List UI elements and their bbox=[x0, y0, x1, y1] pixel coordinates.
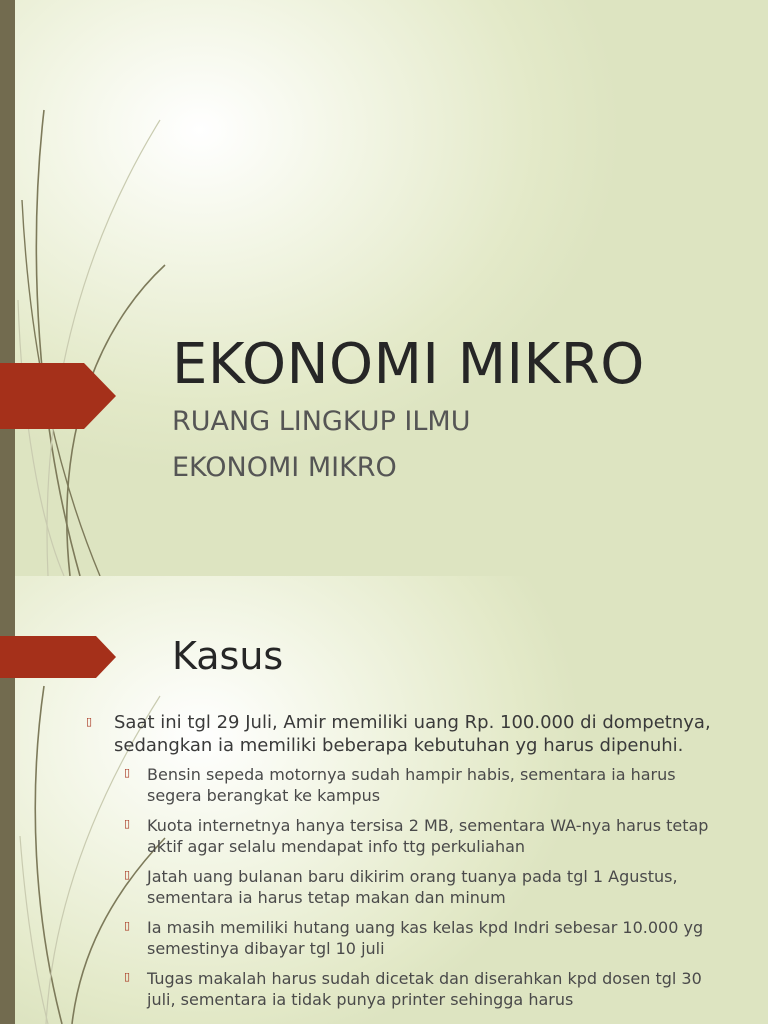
content-slide bbox=[0, 576, 768, 1024]
sub-point-text: Ia masih memiliki hutang uang kas kelas kpd Indri sebesar 10.000 yg semestinya dibayar tgl 10 juli bbox=[147, 918, 704, 958]
slide-subtitle-line-1: RUANG LINGKUP ILMU bbox=[172, 406, 471, 437]
list-item bbox=[114, 917, 726, 959]
bullet-icon: ▯ bbox=[124, 766, 131, 779]
bullet-icon: ▯ bbox=[124, 817, 131, 830]
bullet-icon: ▯ bbox=[124, 919, 131, 932]
slide-subtitle-line-2: EKONOMI MIKRO bbox=[172, 452, 397, 483]
sub-point-text: Bensin sepeda motornya sudah hampir habis, sementara ia harus segera berangkat ke kampus bbox=[147, 765, 676, 805]
bullet-icon: ▯ bbox=[124, 970, 131, 983]
slide-title: EKONOMI MIKRO bbox=[172, 332, 645, 397]
title-accent-arrow bbox=[0, 363, 116, 429]
list-item bbox=[114, 866, 726, 908]
side-bar bbox=[0, 0, 15, 576]
title-accent-arrow bbox=[0, 636, 116, 678]
bullet-icon: ▯ bbox=[86, 715, 93, 728]
list-item bbox=[114, 968, 726, 1010]
slide-title: Kasus bbox=[172, 634, 284, 678]
main-point-text: Saat ini tgl 29 Juli, Amir memiliki uang Rp. 100.000 di dompetnya, sedangkan ia memiliki beberapa kebutuhan yg harus dipenuhi. bbox=[114, 712, 711, 756]
decorative-curves bbox=[0, 0, 200, 576]
sub-point-text: Tugas makalah harus sudah dicetak dan diserahkan kpd dosen tgl 30 juli, sementara ia tidak punya printer sehingga harus bbox=[147, 969, 702, 1009]
bullet-list bbox=[86, 711, 726, 1019]
sub-bullet-list bbox=[114, 764, 726, 1010]
sub-point-text: Jatah uang bulanan baru dikirim orang tuanya pada tgl 1 Agustus, sementara ia harus tetap makan dan minum bbox=[147, 867, 678, 907]
sub-point-text: Kuota internetnya hanya tersisa 2 MB, sementara WA-nya harus tetap aktif agar selalu mendapat info ttg perkuliahan bbox=[147, 816, 709, 856]
list-item bbox=[86, 711, 726, 1010]
list-item bbox=[114, 764, 726, 806]
bullet-icon: ▯ bbox=[124, 868, 131, 881]
list-item bbox=[114, 815, 726, 857]
